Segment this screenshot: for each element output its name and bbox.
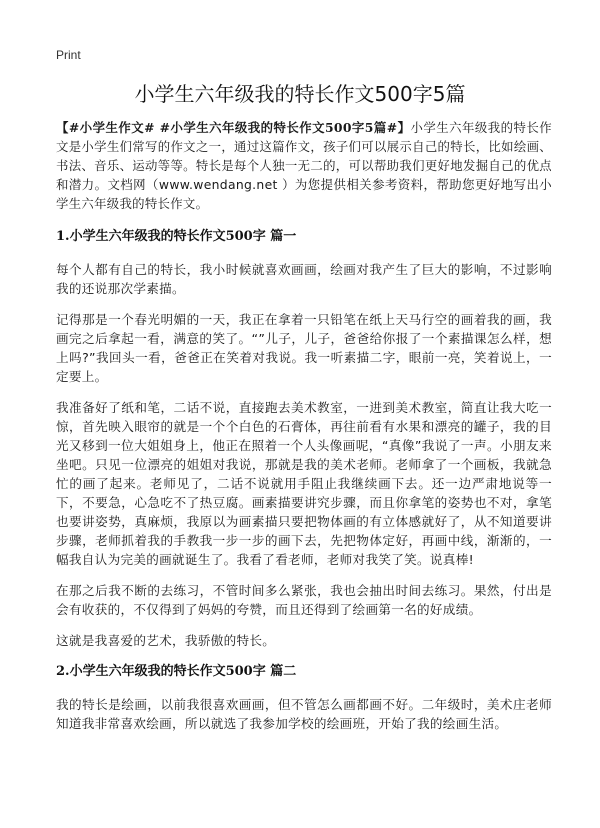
intro-text: 小学生六年级我的特长作文是小学生们常写的作文之一，通过这篇作文，孩子们可以展示自己的特长，比如绘画、书法、音乐、运动等等。特长是每个人独一无二的，可以帮助我们更好地发掘自己的优点和潜力。文档网（www.wendang.net ）为您提供相关参考资料，帮助您更好地写出小学生六年级我的特长作文。 bbox=[56, 120, 552, 211]
section-2-paragraph: 我的特长是绘画，以前我很喜欢画画，但不管怎么画都画不好。二年级时，美术庄老师知道我非常喜欢绘画，所以就选了我参加学校的绘画班，开始了我的绘画生活。 bbox=[56, 697, 552, 731]
section-heading-2: 2.小学生六年级我的特长作文500字 篇二 bbox=[56, 664, 297, 679]
section-1-paragraph: 在那之后我不断的去练习，不管时间多么紧张，我也会抽出时间去练习。果然，付出是会有收获的，不仅得到了妈妈的夸赞，而且还得到了绘画第一名的好成绩。 bbox=[56, 583, 552, 617]
section-1-paragraph: 我准备好了纸和笔，二话不说，直接跑去美术教室，一进到美术教室，简直让我大吃一惊，首先映入眼帘的就是一个个白色的石膏体，再往前看有水果和漂亮的罐子，我的目光又移到一位大姐姐身上，他正在照着一个人头像画呢，“真像”我说了一声。小朋友来坐吧。只见一位漂亮的姐姐对我说，那就是我的美术老师。老师拿了一个画板，我就急忙的画了起来。老师见了，二话不说就用手阻止我继续画下去。还一边严肃地说等一下，不要急，心急吃不了热豆腐。画素描要讲究步骤，而且你拿笔的姿势也不对，拿笔也要讲姿势，真麻烦，我原以为画素描只要把物体画的有立体感就好了，从不知道要讲步骤，老师抓着我的手教我一步一步的画下去，先把物体定好，再画中线，渐渐的，一幅我自认为完美的画就诞生了。我看了看老师，老师对我笑了笑。说真棒! bbox=[56, 400, 552, 567]
intro-tags: 【#小学生作文# #小学生六年级我的特长作文500字5篇#】 bbox=[56, 120, 411, 135]
section-1-paragraph: 每个人都有自己的特长，我小时候就喜欢画画，绘画对我产生了巨大的影响，不过影响我的还说那次学素描。 bbox=[56, 262, 552, 296]
section-1-paragraph: 记得那是一个春光明媚的一天，我正在拿着一只铅笔在纸上天马行空的画着我的画，我画完之后拿起一看，满意的笑了。“”儿子，儿子，爸爸给你报了一个素描课怎么样，想上吗?”我回头一看，爸爸正在笑着对我说。我一听素描二字，眼前一亮，笑着说上，一定要上。 bbox=[56, 312, 552, 384]
article-body bbox=[56, 118, 552, 745]
section-1-paragraph: 这就是我喜爱的艺术，我骄傲的特长。 bbox=[56, 633, 276, 648]
section-heading-1: 1.小学生六年级我的特长作文500字 篇一 bbox=[56, 229, 297, 244]
intro-paragraph bbox=[56, 118, 552, 213]
page-title: 小学生六年级我的特长作文500字5篇 bbox=[134, 82, 466, 106]
print-link[interactable]: Print bbox=[56, 48, 81, 62]
